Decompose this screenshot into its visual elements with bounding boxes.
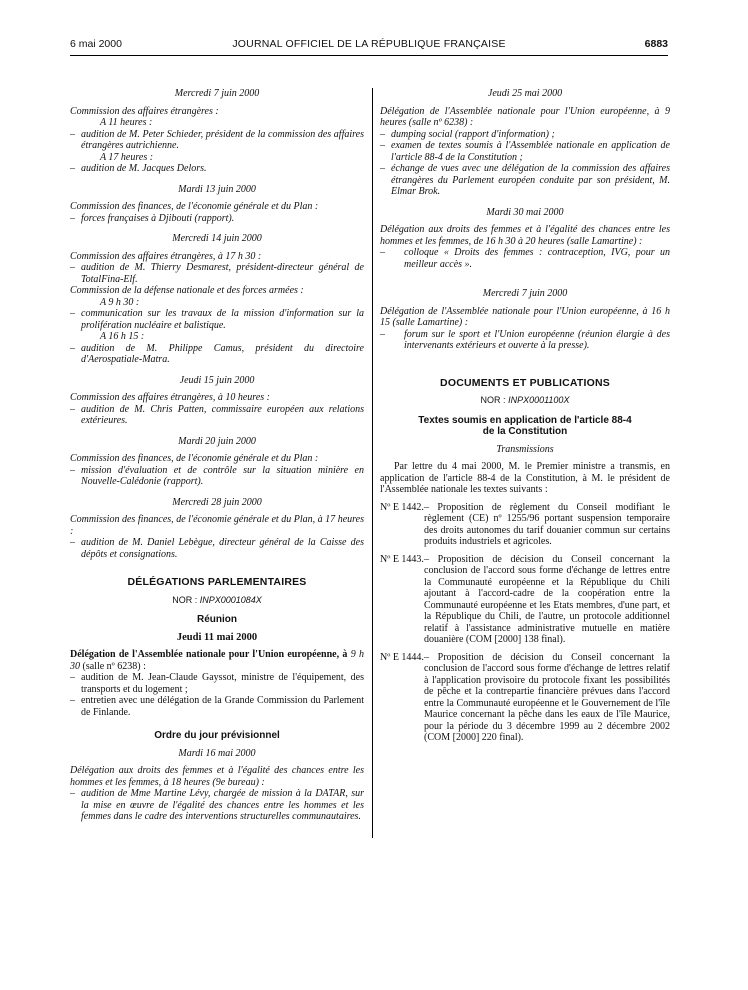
commission-line: Commission des affaires étrangères : [70,105,219,117]
commission-line: Commission de la défense nationale et des forces armées : [70,285,304,296]
subsection-title: Textes soumis en application de l'article 88-4 [418,414,632,426]
time-line: A 16 h 15 : [100,331,145,342]
agenda-item: – entretien avec une délégation de la Grande Commission du Parlement de Finlande. [70,695,364,718]
subsection-title: Réunion [197,614,237,625]
page-header [70,38,668,54]
delegation-time: 9 h 30 [70,649,364,672]
header-title: JOURNAL OFFICIEL DE LA RÉPUBLIQUE FRANÇAISE [232,38,506,50]
delegation-room: (salle nº 6238) : [82,660,146,672]
delegation-line: Délégation aux droits des femmes et à l'égalité des chances entre les hommes et les femmes, à 18 heures (9e bureau) : [70,765,364,788]
delegation-line: Délégation de l'Assemblée nationale pour l'Union européenne, à 9 heures (salle nº 6238) : [380,105,670,128]
header-rule [70,55,668,56]
document-text: – Proposition de décision du Conseil concernant la conclusion de l'accord sous forme d'échange de lettres relatif à l'application provisoire du protocole fixant les possibilités de pêche et la contrepartie financière prévues dans l'accord entre la Communauté européenne et le Gouvernement de l'île Maurice concernant la pêche dans les eaux de l'île Maurice, pour la période du 3 décembre 1999 au 2 décembre 2002 (COM [2000] 220 final). [424,651,670,743]
time-line: A 9 h 30 : [100,296,140,308]
time-line: A 11 heures : [100,117,153,128]
agenda-item: – forum sur le sport et l'Union européenne (réunion élargie à des intervenants extérieurs et ouverte à la presse). [380,329,670,352]
date-heading: Mardi 16 mai 2000 [178,747,256,759]
date-heading: Mercredi 28 juin 2000 [172,496,262,508]
delegation-name: Délégation de l'Assemblée nationale pour l'Union européenne, à [70,649,348,660]
document-text: – Proposition de décision du Conseil concernant la conclusion de l'accord sous forme d'échange de lettres entre la Communauté européenne et la République du Chili ajoutant à l'accord-cadre de la coopération entre la Communauté européenne et les Etats membres, d'une part, et la République du Chili, de l'autre, un protocole additionnel relatif à l'assistance administrative mutuelle en matière douanière (COM [2000] 138 final). [424,553,670,645]
commission-line: Commission des finances, de l'économie générale et du Plan, à 17 heures : [70,514,364,537]
nor-reference [70,595,364,607]
nor-code: INPX0001084X [199,594,262,605]
date-heading: Mercredi 14 juin 2000 [172,233,262,244]
column-separator [372,88,373,838]
commission-line: Commission des finances, de l'économie générale et du Plan : [70,453,319,464]
agenda-item: – communication sur les travaux de la mission d'information sur la prolifération nucléaire et balistique. [70,308,364,331]
agenda-item: – audition de Mme Martine Lévy, chargée de mission à la DATAR, sur la mise en œuvre de l'égalité des chances entre les hommes et les femmes dans le cadre des interventions structurelles communautaires. [70,788,364,823]
agenda-item: – audition de M. Jacques Delors. [70,163,364,175]
agenda-item: – audition de M. Philippe Camus, président du directoire d'Aerospatiale-Matra. [70,343,364,366]
agenda-item: – dumping social (rapport d'information) ; [380,129,670,141]
date-heading: Jeudi 11 mai 2000 [176,631,258,643]
section-title: DOCUMENTS ET PUBLICATIONS [440,376,610,389]
document-entry [380,554,670,646]
date-heading: Jeudi 25 mai 2000 [487,88,563,99]
delegation-line [70,649,364,672]
commission-line: Commission des affaires étrangères, à 10 heures : [70,392,270,403]
agenda-item: – mission d'évaluation et de contrôle sur la situation minière en Nouvelle-Calédonie (rapport). [70,465,364,488]
page-number: 6883 [644,38,668,50]
date-heading: Mercredi 7 juin 2000 [174,88,260,99]
agenda-item: – audition de M. Peter Schieder, président de la commission des affaires étrangères autrichienne. [70,129,364,152]
agenda-item: – examen de textes soumis à l'Assemblée nationale en application de l'article 88-4 de la Constitution ; [380,140,670,163]
left-column [70,88,364,823]
document-number: Nº E 1444. [380,651,424,663]
agenda-item: – audition de M. Chris Patten, commissaire européen aux relations extérieures. [70,404,364,427]
agenda-item: – forces françaises à Djibouti (rapport). [70,213,364,225]
commission-line: Commission des affaires étrangères, à 17 h 30 : [70,250,262,262]
commission-line: Commission des finances, de l'économie générale et du Plan : [70,201,319,212]
transmissions-heading: Transmissions [496,443,554,455]
header-date: 6 mai 2000 [70,38,122,50]
nor-code: INPX0001100X [508,395,570,405]
subsection-title-2: de la Constitution [482,426,568,437]
document-text: – Proposition de règlement du Conseil modifiant le règlement (CE) nº 1255/96 portant suspension temporaire des droits autonomes du tarif douanier commun sur certains produits industriels et agricoles. [424,501,670,547]
date-heading: Mardi 20 juin 2000 [178,435,256,447]
agenda-item: – échange de vues avec une délégation de la commission des affaires étrangères du Parlement européen conduite par son président, M. Elmar Brok. [380,163,670,198]
date-heading: Mardi 30 mai 2000 [486,206,564,218]
right-column [380,88,670,750]
delegation-line: Délégation de l'Assemblée nationale pour l'Union européenne, à 16 h 15 (salle Lamartine) : [380,305,670,328]
agenda-item: – audition de M. Daniel Lebègue, directeur général de la Caisse des dépôts et consignations. [70,537,364,560]
subsection-title: Ordre du jour prévisionnel [154,730,280,741]
date-heading: Jeudi 15 juin 2000 [179,374,255,386]
nor-label: NOR : [480,395,506,405]
agenda-item: – colloque « Droits des femmes : contraception, IVG, pour un meilleur accès ». [380,247,670,270]
document-number: Nº E 1442. [380,501,424,513]
document-entry [380,652,670,744]
document-entry [380,502,670,548]
document-number: Nº E 1443. [380,553,424,565]
section-title: DÉLÉGATIONS PARLEMENTAIRES [127,576,307,588]
date-heading: Mardi 13 juin 2000 [178,183,256,195]
nor-reference [380,395,670,407]
intro-paragraph: Par lettre du 4 mai 2000, M. le Premier ministre a transmis, en application de l'article 88-4 de la Constitution, à M. le président de l'Assemblée nationale les textes suivants : [380,461,670,495]
agenda-item: – audition de M. Jean-Claude Gayssot, ministre de l'équipement, des transports et du logement ; [70,672,364,695]
agenda-item: – audition de M. Thierry Desmarest, président-directeur général de TotalFina-Elf. [70,262,364,285]
time-line: A 17 heures : [100,151,154,163]
delegation-line: Délégation aux droits des femmes et à l'égalité des chances entre les hommes et les femmes, de 16 h 30 à 20 heures (salle Lamartine) : [380,224,670,247]
date-heading: Mercredi 7 juin 2000 [482,288,568,299]
nor-label: NOR : [172,594,198,605]
